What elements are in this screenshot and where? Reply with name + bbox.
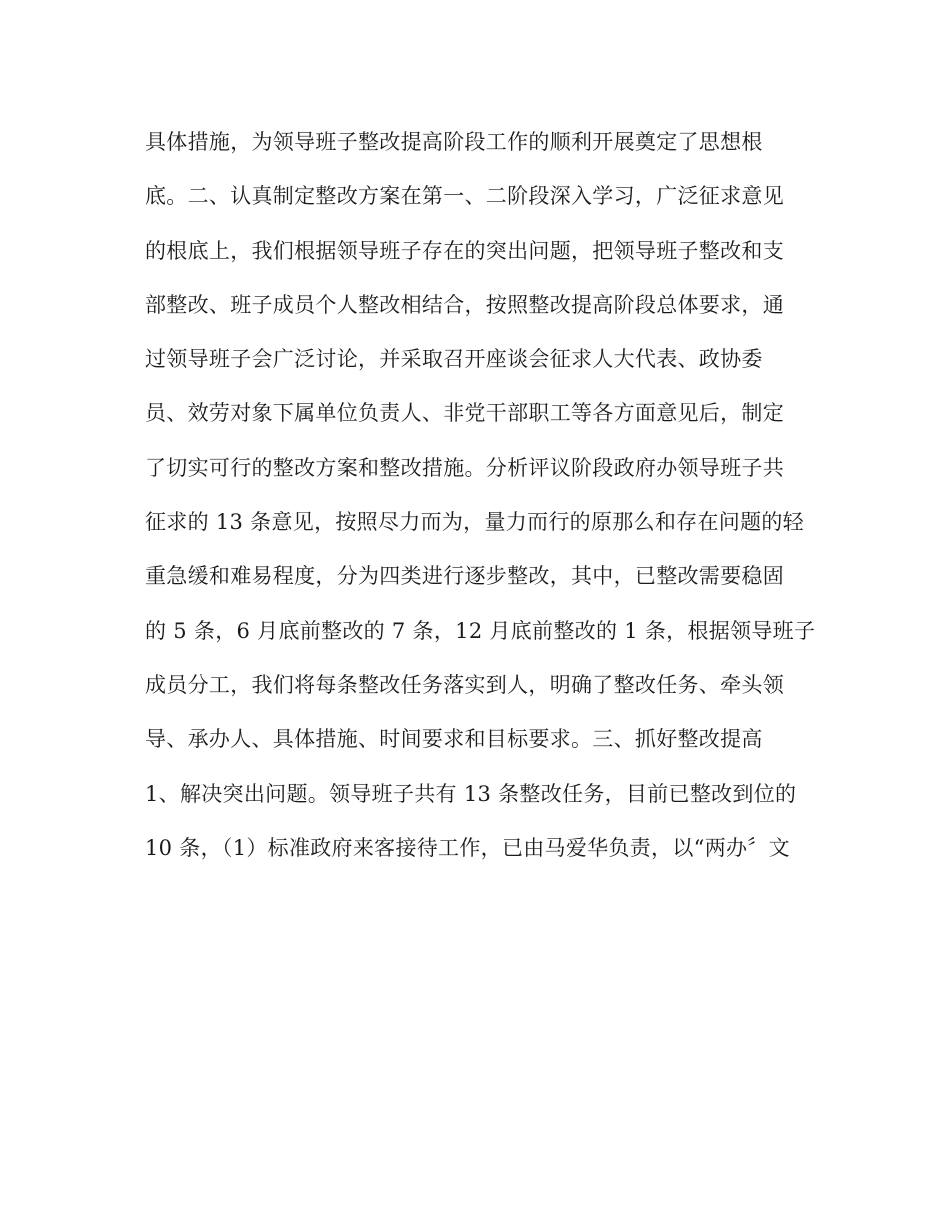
- text-line: 具体措施，为领导班子整改提高阶段工作的顺利开展奠定了思想根: [145, 130, 763, 154]
- text-line: 重急缓和难易程度，分为四类进行逐步整改，其中，已整改需要稳固: [145, 564, 784, 589]
- body-text: [145, 120, 816, 880]
- text-line: 1、解决突出问题。领导班子共有 13 条整改任务，目前已整改到位的: [145, 781, 797, 806]
- text-line: 10 条，（1）标准政府来客接待工作，已由马爱华负责，以“两办〞文: [145, 835, 790, 860]
- text-line: 导、承办人、具体措施、时间要求和目标要求。三、抓好整改提高: [145, 727, 763, 752]
- text-line: 底。二、认真制定整改方案在第一、二阶段深入学习，广泛征求意见: [145, 184, 784, 209]
- text-line: 员、效劳对象下属单位负责人、非党干部职工等各方面意见后，制定: [145, 401, 784, 426]
- text-line: 的 5 条，6 月底前整改的 7 条，12 月底前整改的 1 条，根据领导班子: [145, 618, 816, 643]
- text-line: 的根底上，我们根据领导班子存在的突出问题，把领导班子整改和支: [145, 238, 784, 263]
- text-line: 部整改、班子成员个人整改相结合，按照整改提高阶段总体要求，通: [145, 292, 784, 317]
- text-line: 了切实可行的整改方案和整改措施。分析评议阶段政府办领导班子共: [145, 455, 784, 480]
- text-line: 成员分工，我们将每条整改任务落实到人，明确了整改任务、牵头领: [145, 672, 784, 697]
- text-line: 过领导班子会广泛讨论，并采取召开座谈会征求人大代表、政协委: [145, 347, 763, 372]
- text-line: 征求的 13 条意见，按照尽力而为，量力而行的原那么和存在问题的轻: [145, 510, 804, 535]
